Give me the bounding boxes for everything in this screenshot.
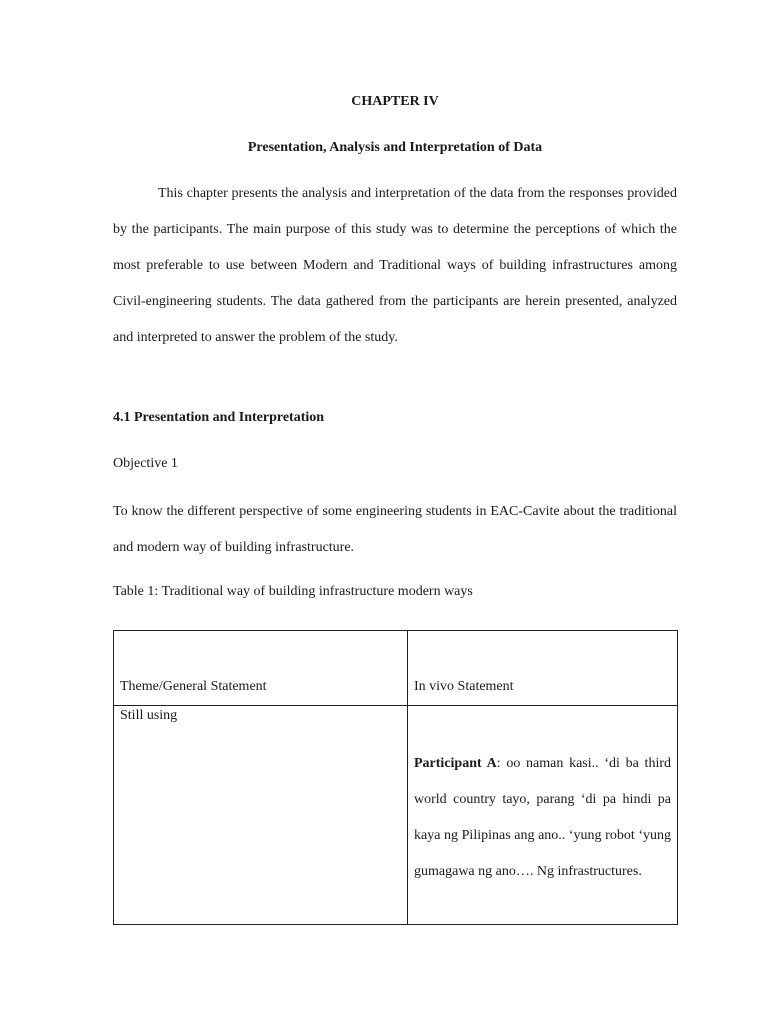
statement-text: : oo naman kasi.. ‘di ba third world country tayo, parang ‘di pa hindi pa kaya ng Pilipinas ang ano.. ‘yung robot ‘yung gumagawa ng ano…. Ng infrastructures. <box>414 756 671 879</box>
table-header-cell <box>114 631 408 706</box>
statement-cell <box>408 706 678 925</box>
chapter-title: CHAPTER IV <box>351 94 439 109</box>
table-header-row <box>114 631 678 706</box>
header-theme: Theme/General Statement <box>120 679 267 694</box>
objective-label: Objective 1 <box>113 456 178 471</box>
theme-cell <box>114 706 408 925</box>
theme-text: Still using <box>120 708 178 723</box>
objective-text: To know the different perspective of some engineering students in EAC-Cavite about the traditional and modern way of building infrastructure. <box>113 504 677 555</box>
table-header-cell <box>408 631 678 706</box>
table-row <box>114 706 678 925</box>
participant-label: Participant A <box>414 756 497 771</box>
header-in-vivo: In vivo Statement <box>414 679 514 694</box>
intro-paragraph: This chapter presents the analysis and interpretation of the data from the responses provided by the participants. The main purpose of this study was to determine the perceptions of which the most preferable to use between Modern and Traditional ways of building infrastructures among Civil-engineering students. The data gathered from the participants are herein presented, analyzed and interpreted to answer the problem of the study. <box>113 186 677 345</box>
chapter-subtitle: Presentation, Analysis and Interpretation of Data <box>247 140 543 155</box>
section-heading: 4.1 Presentation and Interpretation <box>113 410 325 425</box>
table-caption: Table 1: Traditional way of building infrastructure modern ways <box>113 584 473 599</box>
data-table <box>113 630 678 925</box>
in-vivo-quote <box>414 746 671 890</box>
